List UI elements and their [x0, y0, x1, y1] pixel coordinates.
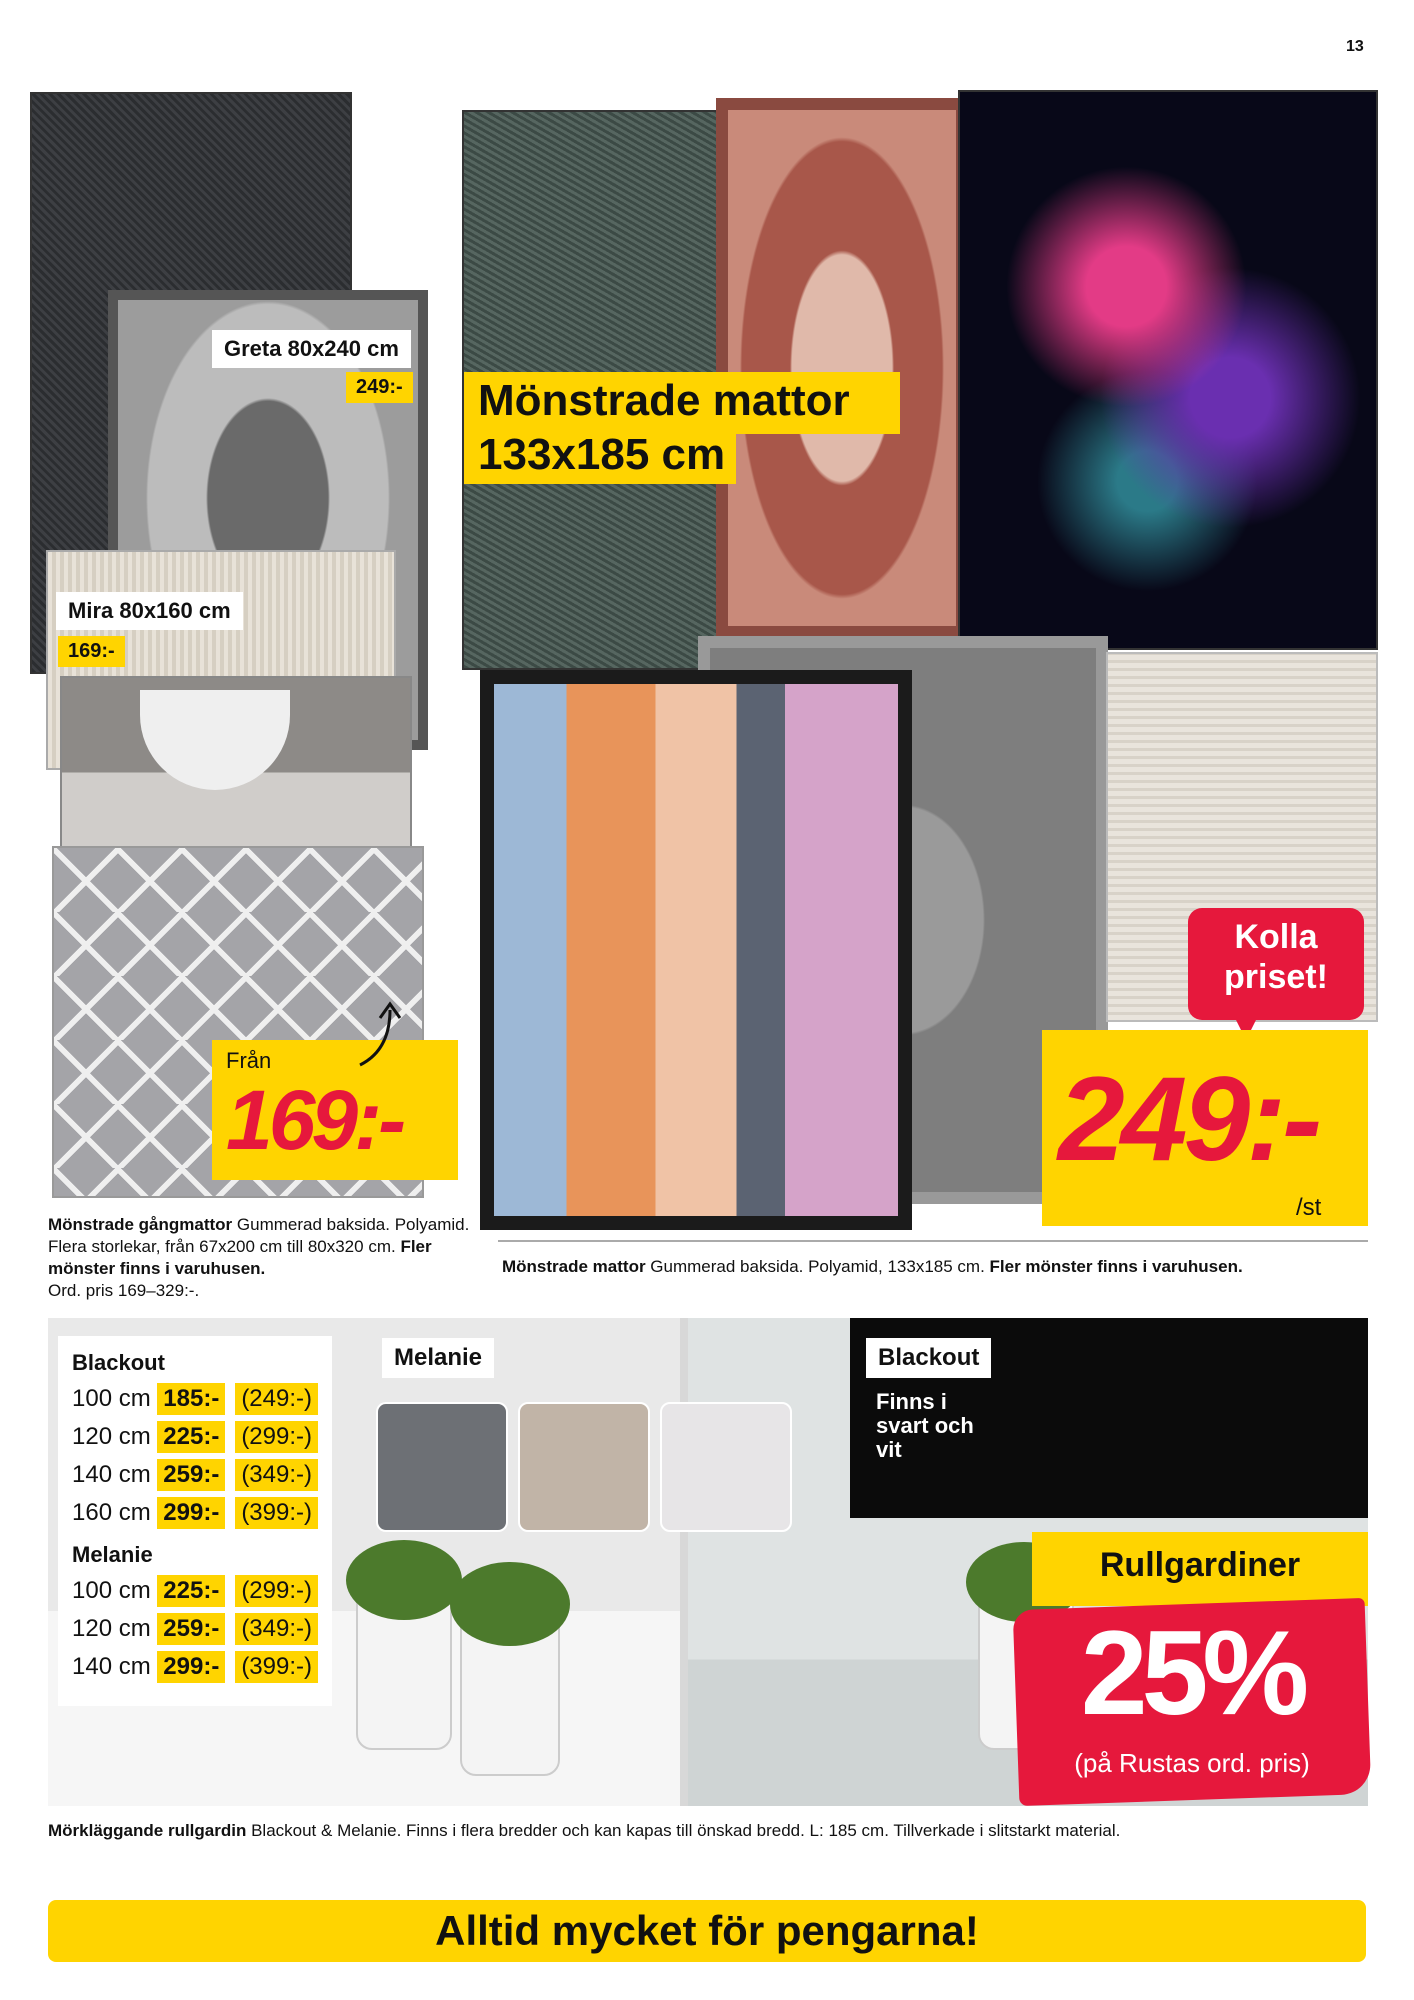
plant-pot-1	[356, 1600, 452, 1750]
sale-price: 225:-	[157, 1421, 225, 1453]
blackout-row	[72, 1494, 318, 1532]
blackout-row	[72, 1380, 318, 1418]
blackout-table-title: Blackout	[72, 1350, 165, 1375]
sale-price: 225:-	[157, 1575, 225, 1607]
rug-big-price: 249:-	[1058, 1052, 1319, 1186]
melanie-label: Melanie	[382, 1338, 494, 1378]
width-label: 100 cm	[72, 1577, 151, 1604]
bubble-text-line1: Kolla	[1234, 918, 1318, 956]
plant-1	[346, 1540, 462, 1620]
sale-price: 185:-	[157, 1383, 225, 1415]
original-price: (299:-)	[235, 1575, 318, 1607]
original-price: (399:-)	[235, 1497, 318, 1529]
width-label: 120 cm	[72, 1615, 151, 1642]
bubble-text-line2: priset!	[1224, 958, 1328, 996]
mira-price: 169:-	[58, 636, 125, 667]
footer-slogan: Alltid mycket för pengarna!	[48, 1900, 1366, 1962]
swatch-beige	[518, 1402, 650, 1532]
page-number: 13	[1346, 38, 1364, 55]
width-label: 140 cm	[72, 1653, 151, 1680]
blackout-note: Finns i svart och vit	[876, 1389, 974, 1462]
width-label: 140 cm	[72, 1461, 151, 1488]
width-label: 160 cm	[72, 1499, 151, 1526]
original-price: (299:-)	[235, 1421, 318, 1453]
melanie-row	[72, 1610, 318, 1648]
original-price: (349:-)	[235, 1613, 318, 1645]
runner-description: Mönstrade gångmattor Gummerad baksida. Polyamid. Flera storlekar, från 67x200 cm till 80x320 cm. Fler mönster finns i varuhusen. Ord. pris 169–329:-.	[48, 1215, 470, 1300]
width-label: 100 cm	[72, 1385, 151, 1412]
greta-label: Greta 80x240 cm	[212, 330, 411, 368]
melanie-row	[72, 1572, 318, 1610]
runner-big-price: 169:-	[226, 1073, 403, 1167]
rug-headline-line1: Mönstrade mattor	[478, 376, 850, 425]
sale-price: 299:-	[157, 1497, 225, 1529]
blackout-row	[72, 1456, 318, 1494]
rug-galaxy	[958, 90, 1378, 650]
sale-price: 259:-	[157, 1613, 225, 1645]
rug-face-art	[480, 670, 912, 1230]
sale-price: 299:-	[157, 1651, 225, 1683]
rug-description: Mönstrade mattor Gummerad baksida. Polyamid, 133x185 cm. Fler mönster finns i varuhusen.	[502, 1257, 1243, 1276]
rug-terracotta	[716, 98, 968, 638]
rug-headline-line2: 133x185 cm	[478, 430, 726, 479]
original-price: (399:-)	[235, 1651, 318, 1683]
rug-unit: /st	[1296, 1194, 1322, 1221]
from-label: Från	[226, 1048, 272, 1073]
sale-price: 259:-	[157, 1459, 225, 1491]
swatch-dark-grey	[376, 1402, 508, 1532]
promo-value: 25%	[1080, 1606, 1304, 1740]
plant-2	[450, 1562, 570, 1646]
blinds-description: Mörkläggande rullgardin Blackout & Melanie. Finns i flera bredder och kan kapas till önskad bredd. L: 185 cm. Tillverkade i slitstarkt material.	[48, 1821, 1121, 1840]
original-price: (249:-)	[235, 1383, 318, 1415]
swatch-light-grey	[660, 1402, 792, 1532]
melanie-row	[72, 1648, 318, 1686]
blinds-price-table	[58, 1336, 332, 1706]
rug-divider	[498, 1240, 1368, 1242]
promo-note: (på Rustas ord. pris)	[1074, 1748, 1310, 1778]
mira-label: Mira 80x160 cm	[56, 592, 243, 630]
plant-pot-2	[460, 1626, 560, 1776]
blackout-row	[72, 1418, 318, 1456]
promo-title: Rullgardiner	[1099, 1546, 1301, 1584]
melanie-table-title: Melanie	[72, 1542, 153, 1567]
original-price: (349:-)	[235, 1459, 318, 1491]
curved-arrow-icon	[350, 990, 430, 1070]
greta-price: 249:-	[346, 372, 413, 403]
width-label: 120 cm	[72, 1423, 151, 1450]
blackout-label: Blackout	[866, 1338, 991, 1378]
